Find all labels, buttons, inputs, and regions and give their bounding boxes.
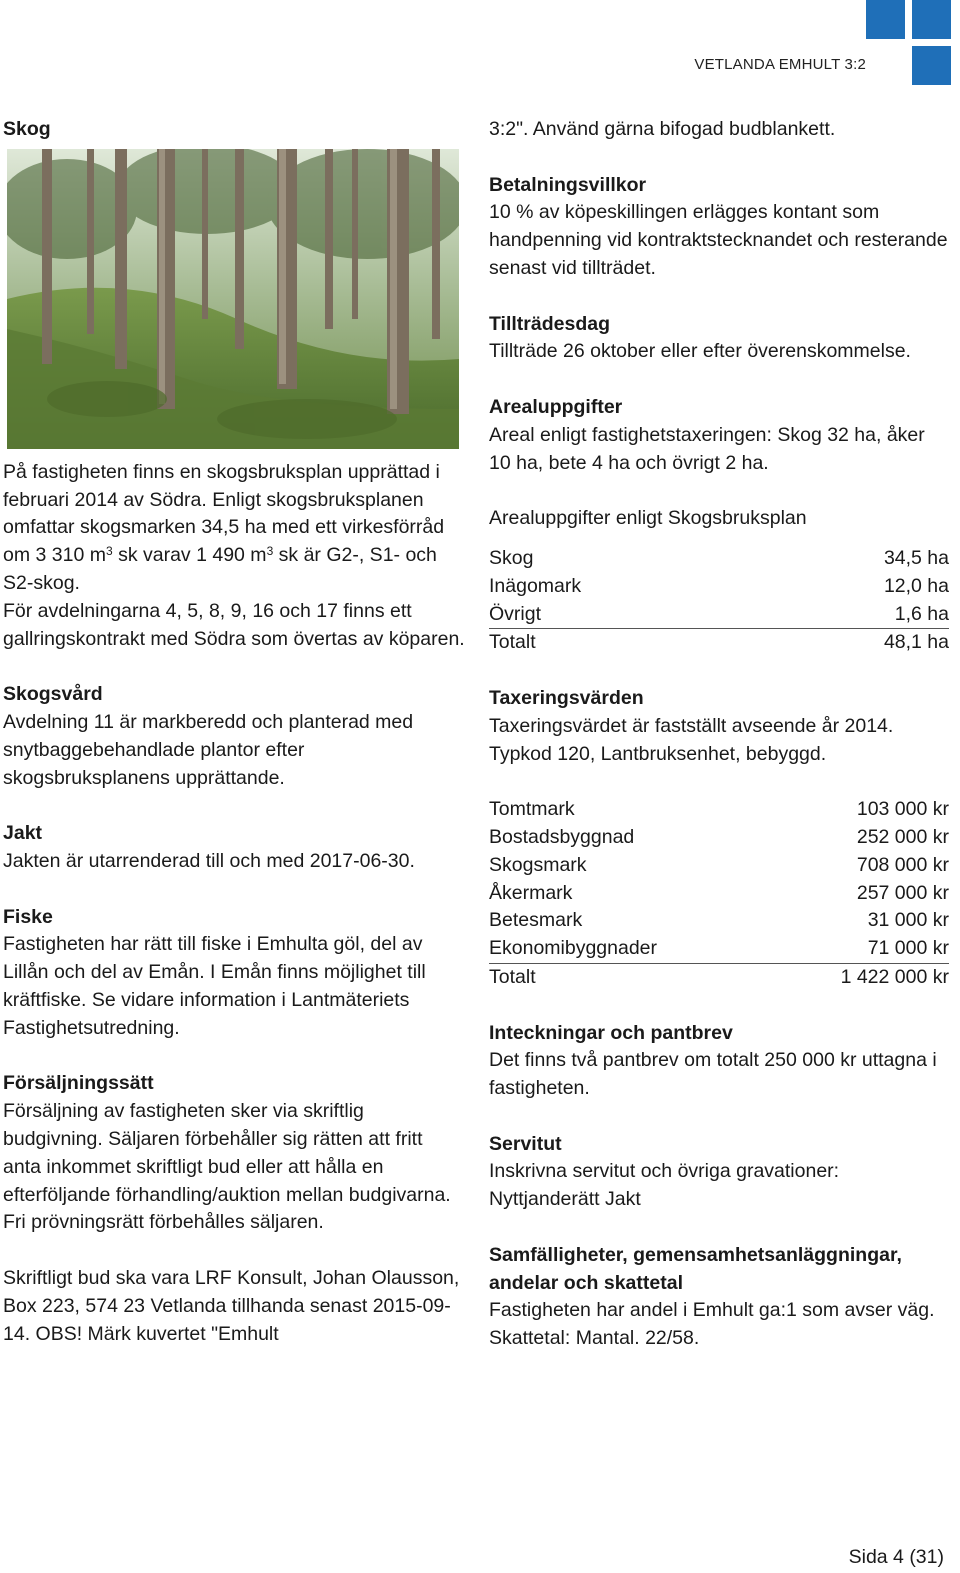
tax-value: 252 000 kr xyxy=(856,825,949,848)
tilltrade-text: Tillträde 26 oktober eller efter överenskommelse. xyxy=(489,340,911,363)
skog-heading: Skog xyxy=(3,118,51,140)
tax-label: Bostadsbyggnad xyxy=(489,825,635,848)
logo-square-top-right xyxy=(912,0,951,39)
tax-value: 708 000 kr xyxy=(856,853,949,876)
samf-text: Fastigheten har andel i Emhult ga:1 som avser väg. Skattetal: Mantal. 22/58. xyxy=(489,1299,935,1350)
fiske-heading: Fiske xyxy=(3,905,53,928)
areal-label: Skog xyxy=(489,546,534,569)
tax-label: Skogsmark xyxy=(489,853,587,876)
intek-heading: Inteckningar och pantbrev xyxy=(489,1021,733,1044)
forsaljning-heading: Försäljningssätt xyxy=(3,1072,154,1095)
forest-photo xyxy=(7,149,459,449)
areal-heading: Arealuppgifter xyxy=(489,395,623,418)
areal-table xyxy=(489,545,949,657)
bud-text: Skriftligt bud ska vara LRF Konsult, Johan Olausson, Box 223, 574 23 Vetlanda tillhanda senast 2015-09-14. OBS! Märk kuvertet "Emhult xyxy=(3,1266,460,1345)
tax-text: Taxeringsvärdet är fastställt avseende år 2014. Typkod 120, Lantbruksenhet, bebyggd. xyxy=(489,714,894,765)
intek-text: Det finns två pantbrev om totalt 250 000 kr uttagna i fastigheten. xyxy=(489,1049,937,1100)
tax-heading: Taxeringsvärden xyxy=(489,686,644,709)
table-row xyxy=(489,573,949,601)
betalning-heading: Betalningsvillkor xyxy=(489,173,647,196)
tax-label: Åkermark xyxy=(489,881,573,904)
bud-continuation: 3:2". Använd gärna bifogad budblankett. xyxy=(489,118,836,140)
forsaljning-text: Försäljning av fastigheten sker via skriftlig budgivning. Säljaren förbehåller sig rätten att fritt anta inkommet skriftligt bud eller att hålla en efterföljande förhandling/auktion mellan budgivarna. Fri prövningsrätt förbehålles säljaren. xyxy=(3,1100,451,1234)
betalning-text: 10 % av köpeskillingen erlägges kontant som handpenning vid kontraktstecknandet och resterande senast vid tillträdet. xyxy=(489,201,948,279)
skog-text: På fastigheten finns en skogsbruksplan upprättad i februari 2014 av Södra. Enligt skogsbruksplanen omfattar skogsmarken 34,5 ha med ett virkesförråd om 3 310 $m^3$ sk varav 1 490 $m^3$ sk är G2-, S1- och S2-skog. xyxy=(3,460,445,594)
areal-total-value: 48,1 ha xyxy=(759,629,949,657)
skogsvard-text: Avdelning 11 är markberedd och planterad med snytbaggebehandlade plantor efter skogsbruksplanens upprättande. xyxy=(3,710,414,789)
areal-text: Areal enligt fastighetstaxeringen: Skog 32 ha, åker 10 ha, bete 4 ha och övrigt 2 ha. xyxy=(489,423,925,474)
table-row xyxy=(489,935,949,963)
tax-value: 103 000 kr xyxy=(856,798,949,821)
left-column xyxy=(3,116,465,1348)
document-header: VETLANDA EMHULT 3:2 xyxy=(694,56,866,73)
right-column xyxy=(489,116,949,1353)
tax-value: 31 000 kr xyxy=(867,909,949,932)
areal-plan-label: Arealuppgifter enligt Skogsbruksplan xyxy=(489,507,807,530)
table-row xyxy=(489,824,949,852)
servitut-text: Inskrivna servitut och övriga gravationer: xyxy=(489,1160,840,1183)
tax-total-value: 1 422 000 kr xyxy=(769,963,949,991)
table-row xyxy=(489,852,949,880)
page-number: Sida 4 (31) xyxy=(848,1546,944,1568)
tax-value: 71 000 kr xyxy=(867,937,949,960)
logo-square-bottom-right xyxy=(912,46,951,85)
servitut-item: Nyttjanderätt Jakt xyxy=(489,1188,641,1211)
gallring-text: För avdelningarna 4, 5, 8, 9, 16 och 17 finns ett gallringskontrakt med Södra som övertas av köparen. xyxy=(3,599,465,650)
areal-total-row xyxy=(489,629,949,657)
areal-value: 12,0 ha xyxy=(883,574,949,597)
table-row xyxy=(489,880,949,908)
tax-table xyxy=(489,796,949,992)
jakt-text: Jakten är utarrenderad till och med 2017-06-30. xyxy=(3,849,415,872)
table-row xyxy=(489,545,949,573)
areal-label: Inägomark xyxy=(489,574,582,597)
table-row xyxy=(489,601,949,629)
areal-total-label: Totalt xyxy=(489,629,759,657)
tax-value: 257 000 kr xyxy=(856,881,949,904)
tax-total-row xyxy=(489,963,949,991)
areal-value: 34,5 ha xyxy=(883,546,949,569)
skogsvard-heading: Skogsvård xyxy=(3,683,103,706)
tilltrade-heading: Tillträdesdag xyxy=(489,312,611,335)
tax-total-label: Totalt xyxy=(489,963,769,991)
samf-heading: Samfälligheter, gemensamhetsanläggningar, andelar och skattetal xyxy=(489,1243,902,1294)
table-row xyxy=(489,907,949,935)
logo-square-top-left xyxy=(866,0,905,39)
tax-label: Tomtmark xyxy=(489,798,575,821)
servitut-heading: Servitut xyxy=(489,1132,562,1155)
jakt-heading: Jakt xyxy=(3,822,43,845)
tax-label: Ekonomibyggnader xyxy=(489,937,658,960)
table-row xyxy=(489,796,949,824)
tax-label: Betesmark xyxy=(489,909,583,932)
fiske-text: Fastigheten har rätt till fiske i Emhulta göl, del av Lillån och del av Emån. I Emån finns möjlighet till kräftfiske. Se vidare information i Lantmäteriets Fastighetsutredning. xyxy=(3,933,426,1039)
areal-label: Övrigt xyxy=(489,602,542,625)
areal-value: 1,6 ha xyxy=(894,602,949,625)
